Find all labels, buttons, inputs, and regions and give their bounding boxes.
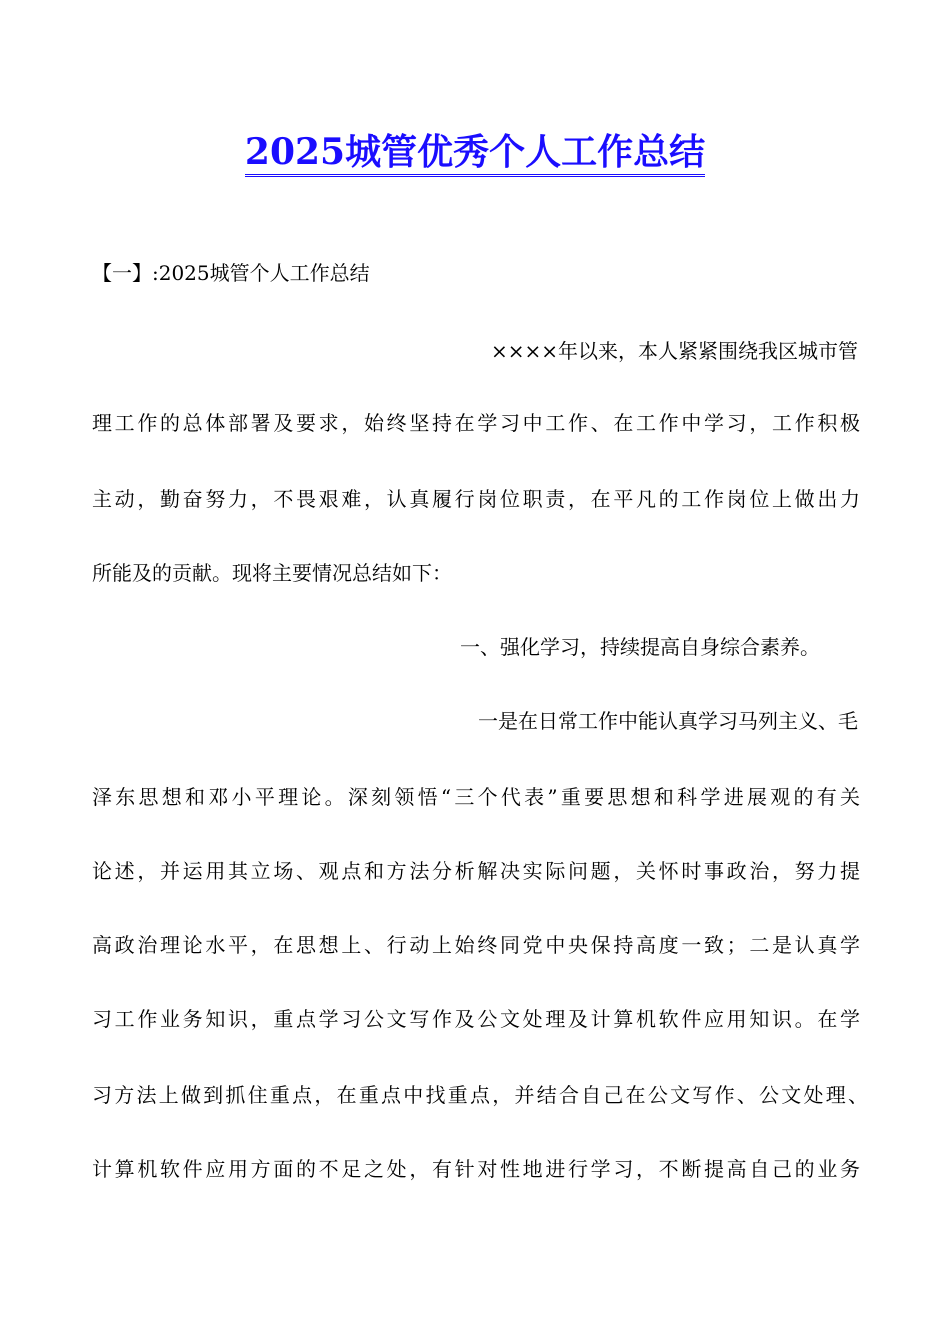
document-title-link[interactable]: 2025城管优秀个人工作总结 xyxy=(245,131,705,177)
paragraph-line: 一是在日常工作中能认真学习马列主义、毛 xyxy=(478,709,858,733)
paragraph-line: 计算机软件应用方面的不足之处，有针对性地进行学习，不断提高自己的业务 xyxy=(92,1157,860,1181)
paragraph-line: 泽东思想和邓小平理论。深刻领悟“三个代表”重要思想和科学进展观的有关 xyxy=(92,785,860,809)
paragraph-line: 主动，勤奋努力，不畏艰难，认真履行岗位职责，在平凡的工作岗位上做出力 xyxy=(92,487,860,511)
paragraph-line: 所能及的贡献。现将主要情况总结如下： xyxy=(92,561,452,585)
paragraph-line: 高政治理论水平，在思想上、行动上始终同党中央保持高度一致；二是认真学 xyxy=(92,933,860,957)
subsection-heading: 一、强化学习，持续提高自身综合素养。 xyxy=(460,635,820,659)
paragraph-line: 理工作的总体部署及要求，始终坚持在学习中工作、在工作中学习，工作积极 xyxy=(92,411,860,435)
paragraph-line: 习工作业务知识，重点学习公文写作及公文处理及计算机软件应用知识。在学 xyxy=(92,1007,860,1031)
paragraph-line: 习方法上做到抓住重点，在重点中找重点，并结合自己在公文写作、公文处理、 xyxy=(92,1083,868,1107)
paragraph-line: ××××年以来，本人紧紧围绕我区城市管 xyxy=(490,339,858,363)
section-heading: 【一】:2025城管个人工作总结 xyxy=(92,261,370,285)
paragraph-line: 论述，并运用其立场、观点和方法分析解决实际问题，关怀时事政治，努力提 xyxy=(92,859,860,883)
document-title xyxy=(0,126,950,178)
